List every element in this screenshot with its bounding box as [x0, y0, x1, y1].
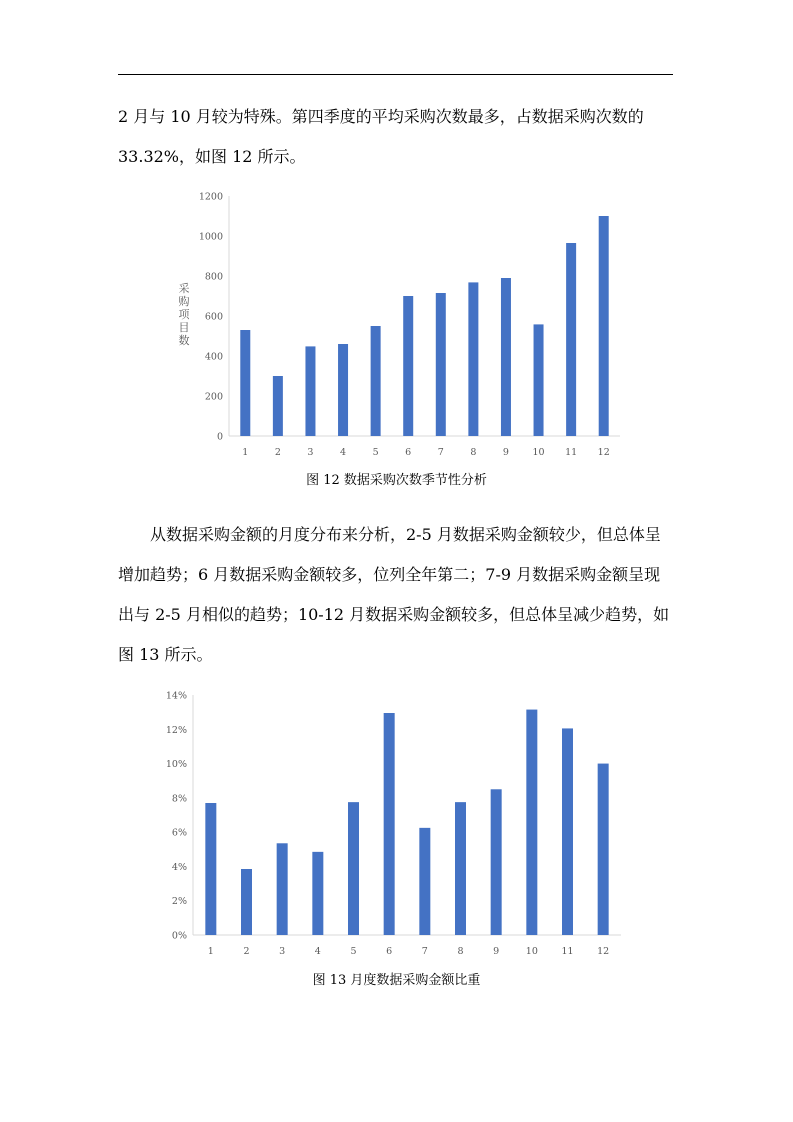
- chart1-y-axis-label: 采购项目数: [178, 282, 190, 347]
- chart2-bar: [384, 713, 395, 935]
- chart2-bar: [455, 802, 466, 935]
- chart2-y-tick-label: 10%: [165, 759, 187, 771]
- chart2-y-tick-label: 14%: [165, 690, 187, 702]
- chart1-x-tick-label: 11: [565, 447, 578, 458]
- figure-13-caption: 图 13 月度数据采购金额比重: [312, 973, 481, 988]
- chart2-y-tick-label: 12%: [165, 724, 187, 736]
- chart2-bar: [526, 710, 537, 935]
- chart2-y-tick-label: 6%: [171, 827, 187, 839]
- chart1-x-tick-label: 7: [437, 447, 444, 458]
- chart2-x-tick-label: 12: [597, 946, 610, 957]
- chart1-x-tick-label: 4: [340, 447, 347, 458]
- chart2-x-tick-label: 1: [207, 946, 214, 957]
- chart1-x-tick-label: 12: [597, 447, 610, 458]
- chart2-bar: [491, 789, 502, 935]
- chart2-bar: [348, 802, 359, 935]
- chart2-bar: [562, 728, 573, 935]
- chart2-bar: [205, 803, 216, 935]
- chart1-y-tick-label: 800: [204, 271, 223, 283]
- chart1-y-tick-label: 1000: [198, 231, 223, 243]
- chart2-x-tick-label: 5: [350, 946, 357, 957]
- chart1-y-tick-label: 200: [204, 391, 223, 403]
- chart1-y-tick-label: 400: [204, 351, 223, 363]
- chart2-y-tick-label: 8%: [171, 793, 187, 805]
- chart2-x-tick-label: 3: [279, 946, 286, 957]
- paragraph-2: 从数据采购金额的月度分布来分析，2-5 月数据采购金额较少，但总体呈增加趋势；6 月数据采购金额较多，位列全年第二；7-9 月数据采购金额呈现出与 2-5 月相似的趋势；10-12 月数据采购金额较多，但总体呈减少趋势，如图 13 所示。: [118, 525, 670, 664]
- chart2-x-tick-label: 9: [493, 946, 500, 957]
- chart1-y-tick-label: 0: [216, 431, 223, 443]
- paragraph-1: 2 月与 10 月较为特殊。第四季度的平均采购次数最多，占数据采购次数的 33.32%，如图 12 所示。: [118, 107, 644, 166]
- chart1-x-tick-label: 8: [470, 447, 477, 458]
- chart1-x-tick-label: 1: [242, 447, 249, 458]
- chart2-x-tick-label: 2: [243, 946, 250, 957]
- chart2-x-tick-label: 11: [561, 946, 574, 957]
- chart2-y-tick-label: 0%: [171, 930, 187, 942]
- chart2-bar: [419, 828, 430, 935]
- chart2-bar: [277, 843, 288, 935]
- chart1-x-tick-label: 2: [274, 447, 281, 458]
- chart1-x-tick-label: 10: [532, 447, 545, 458]
- chart1-x-tick-label: 9: [502, 447, 509, 458]
- chart2-x-tick-label: 6: [386, 946, 393, 957]
- chart2-bar: [598, 764, 609, 935]
- chart1-x-tick-label: 5: [372, 447, 379, 458]
- chart2-x-tick-label: 7: [421, 946, 428, 957]
- chart2-x-tick-label: 4: [314, 946, 321, 957]
- chart2-x-tick-label: 8: [457, 946, 464, 957]
- chart2-y-tick-label: 2%: [171, 896, 187, 908]
- chart2-x-tick-label: 10: [525, 946, 538, 957]
- chart1-x-tick-label: 3: [307, 447, 314, 458]
- chart1-y-tick-label: 600: [204, 311, 223, 323]
- chart1-y-tick-label: 1200: [198, 191, 223, 203]
- chart1-x-tick-label: 6: [405, 447, 412, 458]
- chart2-bar: [241, 869, 252, 935]
- chart2-bar: [312, 852, 323, 935]
- chart2-y-tick-label: 4%: [171, 861, 187, 873]
- figure-12-caption: 图 12 数据采购次数季节性分析: [306, 473, 487, 488]
